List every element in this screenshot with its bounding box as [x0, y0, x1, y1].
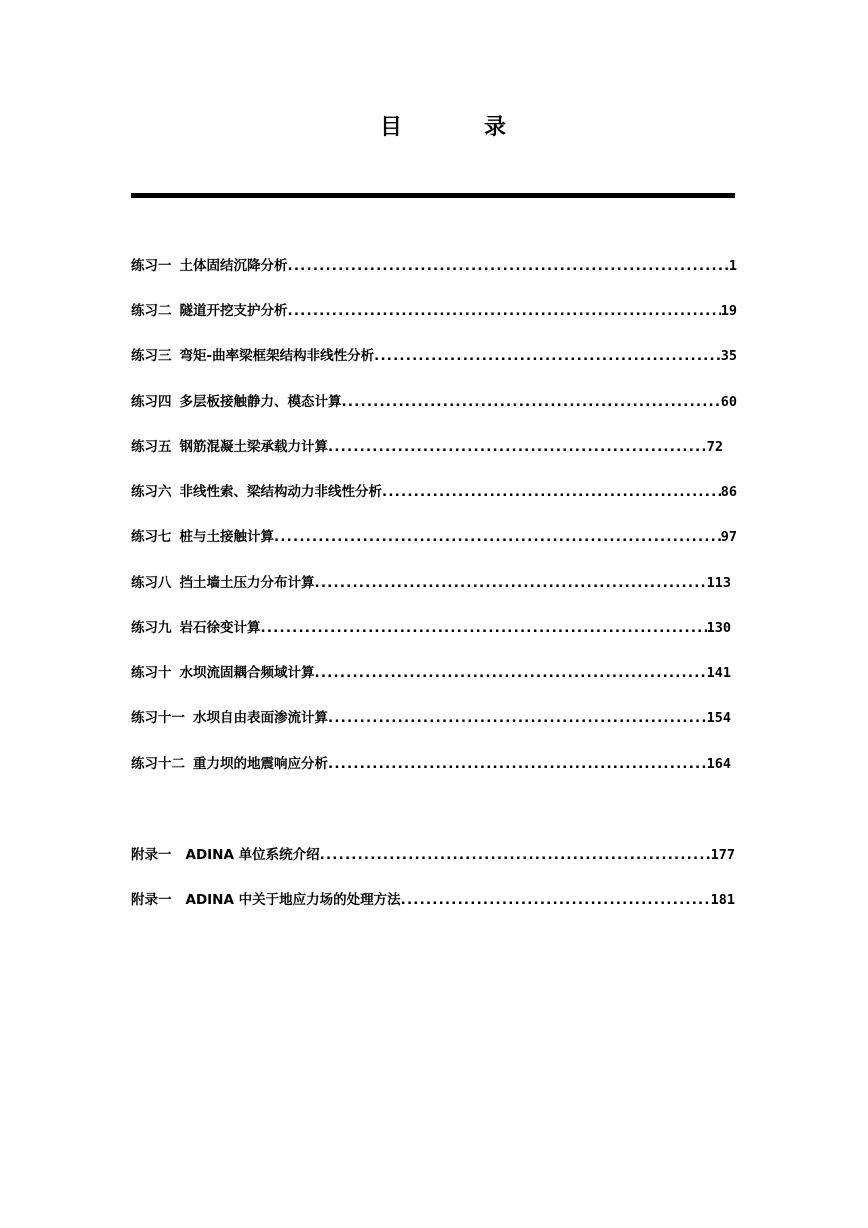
toc-entry-name: 多层板接触静力、模态计算	[179, 394, 342, 410]
toc-entry-page: 164	[706, 756, 731, 772]
toc-entry-label: 练习十二	[131, 756, 185, 772]
toc-entry-name: 挡土墙土压力分布计算	[179, 575, 315, 591]
toc-entry-name: 重力坝的地震响应分析	[193, 756, 328, 772]
toc-entry-label: 练习五	[131, 439, 172, 455]
toc-leader-dots	[274, 527, 721, 547]
title-char-1: 目	[380, 115, 403, 140]
toc-entry-name: 水坝自由表面渗流计算	[193, 710, 328, 726]
appendix-entry-label: 附录一	[131, 892, 172, 908]
title-rule	[131, 193, 735, 198]
appendix-entry-name: ADINA 中关于地应力场的处理方法	[185, 892, 401, 908]
toc-entry-label: 练习一	[131, 258, 172, 274]
toc-entry-page: 72	[706, 439, 723, 455]
toc-leader-dots	[288, 256, 729, 276]
toc-entry[interactable]	[131, 663, 731, 683]
toc-leader-dots	[315, 663, 707, 683]
toc-entry-name: 水坝流固耦合频域计算	[179, 665, 315, 681]
toc-entry-label: 练习八	[131, 575, 172, 591]
toc-entry-name: 钢筋混凝土梁承载力计算	[179, 439, 328, 455]
toc-entry-name: 岩石徐变计算	[179, 620, 261, 636]
appendix-entry-name: ADINA 单位系统介绍	[185, 847, 320, 863]
toc-entry[interactable]	[131, 573, 731, 593]
toc-entry[interactable]	[131, 346, 737, 366]
toc-entry[interactable]	[131, 618, 731, 638]
toc-entry-name: 桩与土接触计算	[179, 529, 274, 545]
toc-entry-label: 练习十	[131, 665, 172, 681]
toc-leader-dots	[288, 301, 721, 321]
toc-entry[interactable]	[131, 437, 723, 457]
toc-entry[interactable]	[131, 301, 737, 321]
toc-entry-label: 练习十一	[131, 710, 185, 726]
toc-entry[interactable]	[131, 527, 737, 547]
toc-entry-name: 土体固结沉降分析	[179, 258, 288, 274]
toc-entry-page: 35	[720, 348, 737, 364]
toc-entry[interactable]	[131, 754, 731, 774]
toc-entry-page: 130	[706, 620, 731, 636]
title-char-2: 录	[484, 115, 507, 140]
page-title	[0, 112, 868, 148]
appendix-entry-label: 附录一	[131, 847, 172, 863]
toc-entry[interactable]	[131, 392, 737, 412]
toc-leader-dots	[328, 437, 707, 457]
toc-entry-page: 154	[706, 710, 731, 726]
toc-leader-dots	[328, 754, 707, 774]
toc-entry-name: 隧道开挖支护分析	[179, 303, 288, 319]
toc-leader-dots	[328, 708, 707, 728]
toc-entry-page: 141	[706, 665, 731, 681]
toc-entry[interactable]	[131, 256, 737, 276]
toc-leader-dots	[315, 573, 707, 593]
toc-entry-page: 113	[706, 575, 731, 591]
toc-entry-label: 练习四	[131, 394, 172, 410]
toc-entry-label: 练习三	[131, 348, 172, 364]
toc-leader-dots	[401, 890, 711, 910]
toc-entry-page: 1	[728, 258, 737, 274]
toc-entry-page: 60	[720, 394, 737, 410]
toc-leader-dots	[342, 392, 721, 412]
toc-leader-dots	[374, 346, 721, 366]
appendix-entry[interactable]	[131, 890, 735, 910]
toc-entry[interactable]	[131, 482, 737, 502]
toc-entry-label: 练习二	[131, 303, 172, 319]
appendix-entry-page: 181	[710, 892, 735, 908]
toc-entry-page: 86	[720, 484, 737, 500]
appendix-entry[interactable]	[131, 845, 735, 865]
toc-leader-dots	[261, 618, 707, 638]
toc-entry-name: 非线性索、梁结构动力非线性分析	[179, 484, 382, 500]
toc-leader-dots	[320, 845, 711, 865]
toc-entry-label: 练习七	[131, 529, 172, 545]
toc-entry-label: 练习六	[131, 484, 172, 500]
toc-entry-page: 19	[720, 303, 737, 319]
toc-entry-label: 练习九	[131, 620, 172, 636]
toc-entry-name: 弯矩-曲率梁框架结构非线性分析	[179, 348, 375, 364]
toc-entry-page: 97	[720, 529, 737, 545]
toc-leader-dots	[382, 482, 721, 502]
appendix-entry-page: 177	[710, 847, 735, 863]
toc-entry[interactable]	[131, 708, 731, 728]
